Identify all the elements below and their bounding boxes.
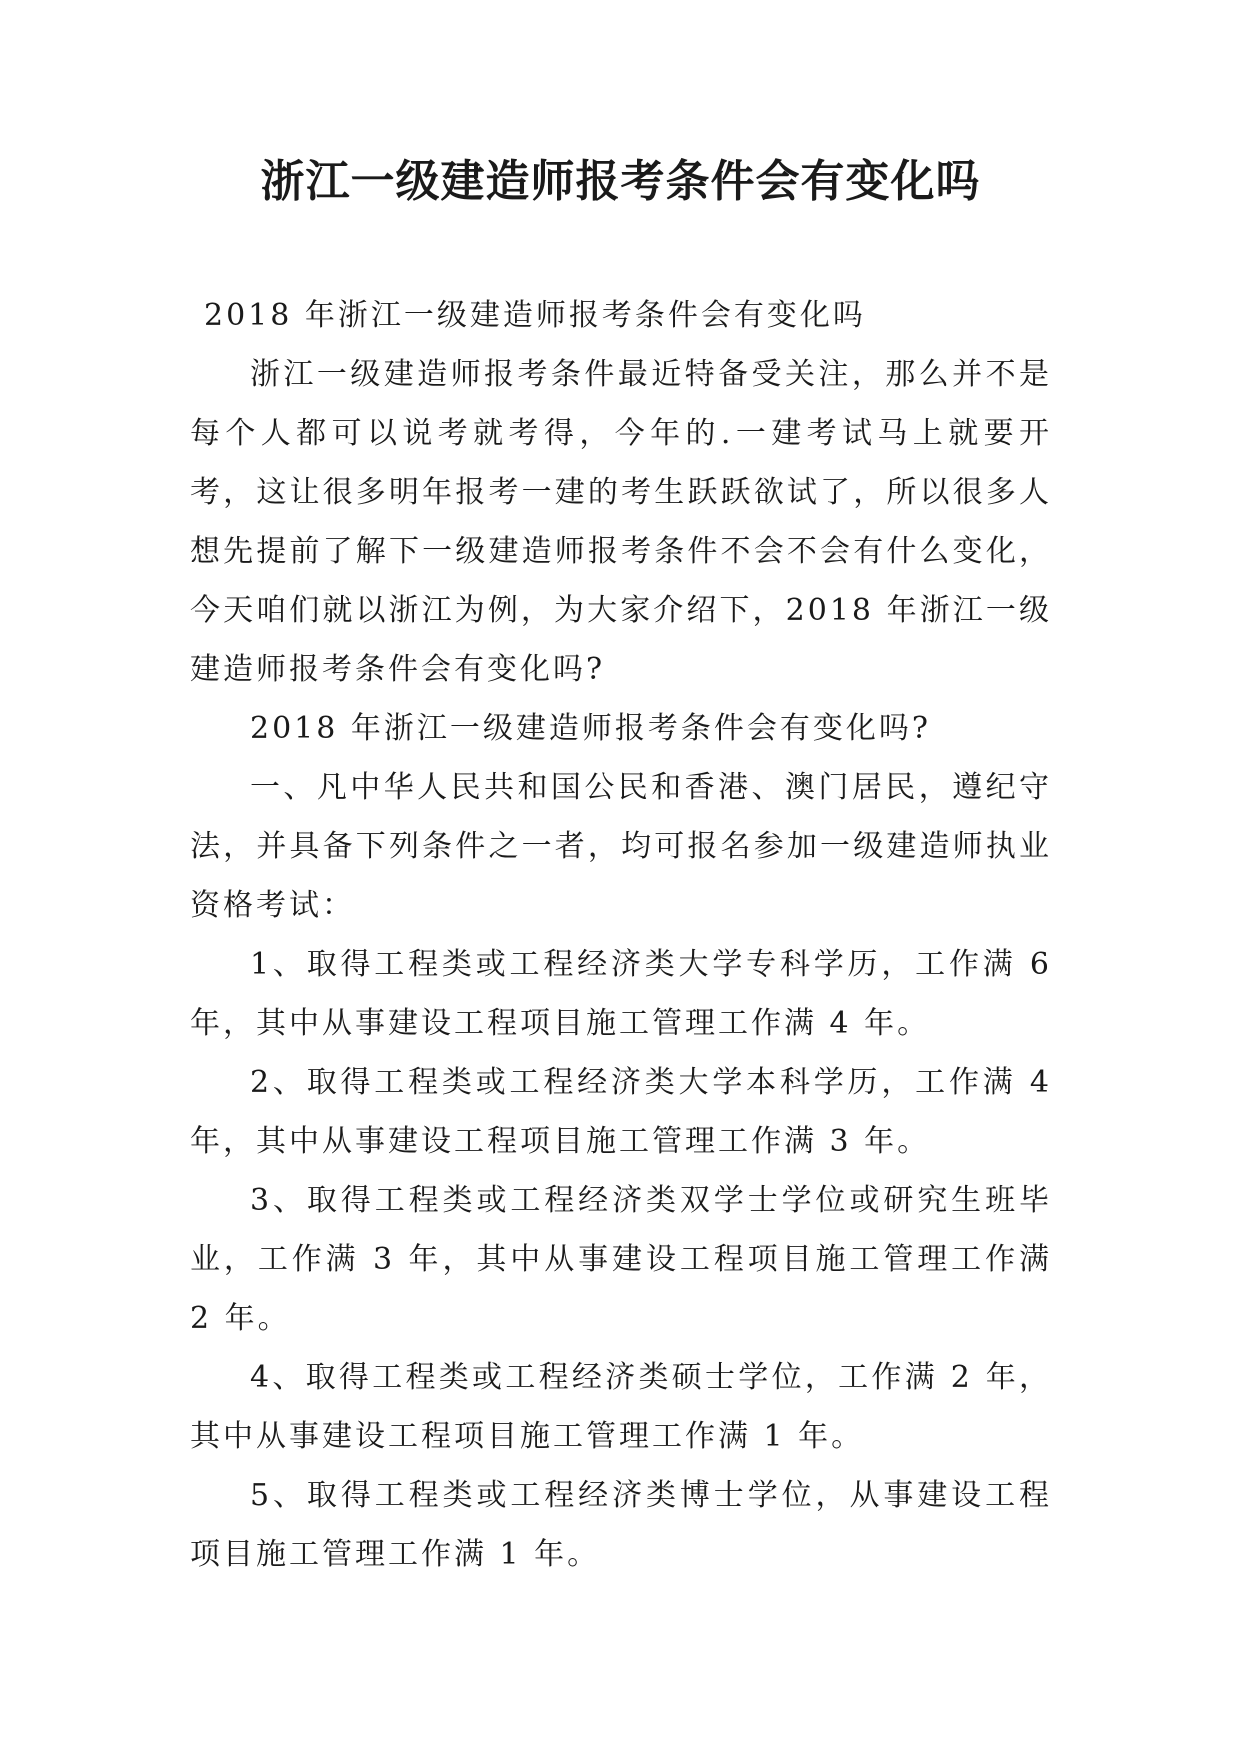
document-body: [190, 286, 1052, 1584]
document-subtitle: 2018 年浙江一级建造师报考条件会有变化吗: [204, 298, 866, 333]
condition-item-5: 5、取得工程类或工程经济类博士学位，从事建设工程项目施工管理工作满 1 年。: [190, 1478, 1052, 1572]
intro-paragraph: 浙江一级建造师报考条件最近特备受关注，那么并不是每个人都可以说考就考得，今年的.一建考试马上就要开考，这让很多明年报考一建的考生跃跃欲试了，所以很多人想先提前了解下一级建造师报考条件不会不会有什么变化，今天咱们就以浙江为例，为大家介绍下，2018 年浙江一级建造师报考条件会有变化吗?: [190, 357, 1052, 687]
document-title: 浙江一级建造师报考条件会有变化吗: [260, 156, 981, 207]
condition-item-2: 2、取得工程类或工程经济类大学本科学历，工作满 4 年，其中从事建设工程项目施工管理工作满 3 年。: [190, 1065, 1052, 1159]
condition-item-4: 4、取得工程类或工程经济类硕士学位，工作满 2 年，其中从事建设工程项目施工管理工作满 1 年。: [190, 1360, 1052, 1454]
condition-item-3: 3、取得工程类或工程经济类双学士学位或研究生班毕业，工作满 3 年，其中从事建设工程项目施工管理工作满 2 年。: [190, 1183, 1052, 1336]
condition-item-1: 1、取得工程类或工程经济类大学专科学历，工作满 6 年，其中从事建设工程项目施工管理工作满 4 年。: [190, 947, 1052, 1041]
eligibility-paragraph: 一、凡中华人民共和国公民和香港、澳门居民，遵纪守法，并具备下列条件之一者，均可报名参加一级建造师执业资格考试：: [190, 770, 1052, 923]
question-paragraph: 2018 年浙江一级建造师报考条件会有变化吗?: [250, 711, 931, 746]
